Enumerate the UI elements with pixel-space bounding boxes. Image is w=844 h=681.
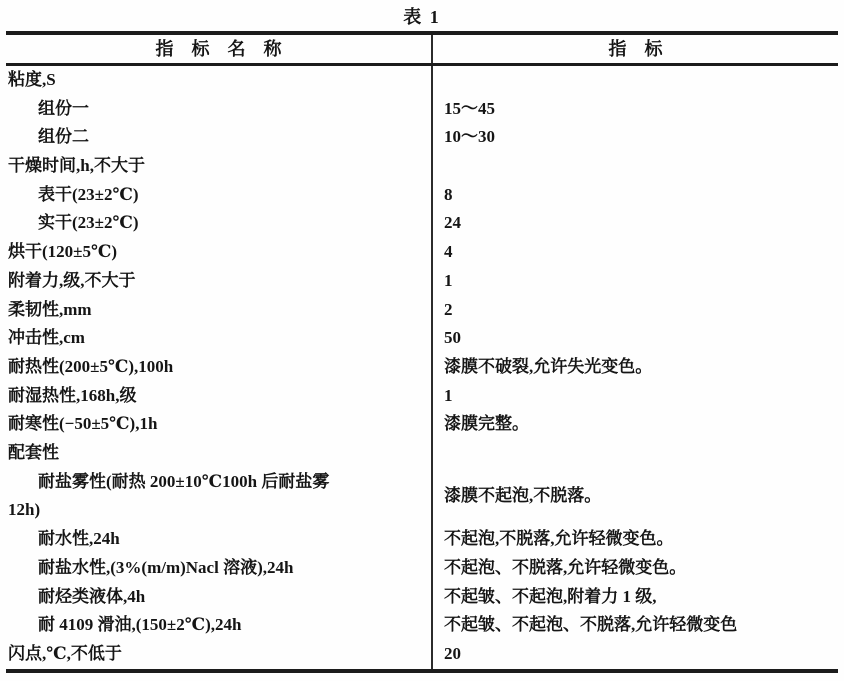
table-row <box>6 296 838 325</box>
header-indicator-name: 指 标 名 称 <box>155 39 282 59</box>
table-row <box>6 410 838 439</box>
indicator-value-cell: 2 <box>431 296 838 325</box>
indicator-name-cell <box>6 611 431 640</box>
indicator-value-cell: 4 <box>431 238 838 267</box>
indicator-name-text: 耐烃类液体,4h <box>38 586 146 606</box>
indicator-value-cell <box>431 66 838 95</box>
indicator-name-cell <box>6 468 431 525</box>
indicator-value-cell: 20 <box>431 640 838 669</box>
table-row <box>6 525 838 554</box>
table-row <box>6 181 838 210</box>
indicator-value-cell: 不起皱、不起泡、不脱落,允许轻微变色 <box>431 611 838 640</box>
indicator-name-text: 耐 4109 滑油,(150±2℃),24h <box>38 615 242 635</box>
indicator-name-cell <box>6 583 431 612</box>
table-title: 表 1 <box>403 7 441 27</box>
table-row <box>6 209 838 238</box>
indicator-name-text: 干燥时间,h,不大于 <box>8 156 145 176</box>
table-row <box>6 611 838 640</box>
indicator-name-text: 耐湿热性,168h,级 <box>8 385 137 405</box>
indicator-name-cell <box>6 267 431 296</box>
indicator-value-cell <box>431 152 838 181</box>
indicator-value-cell <box>431 439 838 468</box>
table-row <box>6 382 838 411</box>
indicator-name-text: 耐盐水性,(3%(m/m)Nacl 溶液),24h <box>38 557 294 577</box>
table-row <box>6 583 838 612</box>
indicator-value-cell: 不起泡、不脱落,允许轻微变色。 <box>431 554 838 583</box>
indicator-value-cell: 50 <box>431 324 838 353</box>
indicator-value-cell: 24 <box>431 209 838 238</box>
indicator-name-text: 实干(23±2℃) <box>38 213 139 233</box>
indicator-name-text: 耐热性(200±5℃),100h <box>8 357 174 376</box>
indicator-value-cell: 1 <box>431 267 838 296</box>
table-row <box>6 95 838 124</box>
indicator-value-cell: 不起泡,不脱落,允许轻微变色。 <box>431 525 838 554</box>
indicator-value-cell: 漆膜完整。 <box>431 410 838 439</box>
table-row <box>6 123 838 152</box>
indicator-value-cell: 漆膜不起泡,不脱落。 <box>431 468 838 525</box>
indicator-name-cell <box>6 95 431 124</box>
indicator-value-cell: 漆膜不破裂,允许失光变色。 <box>431 353 838 382</box>
indicator-name-text: 表干(23±2℃) <box>38 184 139 204</box>
header-indicator-value: 指 标 <box>431 35 838 63</box>
table-row <box>6 468 838 525</box>
indicator-name-text: 烘干(120±5℃) <box>8 242 118 262</box>
indicator-name-cell <box>6 238 431 267</box>
indicator-name-cell <box>6 152 431 181</box>
indicator-name-text: 组份一 <box>38 98 89 118</box>
indicator-name-cell <box>6 554 431 583</box>
table-row <box>6 238 838 267</box>
indicator-name-cell <box>6 410 431 439</box>
table-row <box>6 439 838 468</box>
indicator-name-text: 粘度,S <box>8 70 56 89</box>
indicator-name-text: 柔韧性,mm <box>8 299 92 319</box>
indicator-name-cell <box>6 123 431 152</box>
indicator-name-cell <box>6 525 431 554</box>
indicator-value-cell: 15～45 <box>431 95 838 124</box>
indicator-value-cell: 不起皱、不起泡,附着力 1 级, <box>431 583 838 612</box>
indicator-value-cell: 8 <box>431 181 838 210</box>
table-row <box>6 324 838 353</box>
table-row <box>6 66 838 95</box>
indicator-name-text: 耐寒性(−50±5℃),1h <box>8 414 158 434</box>
indicator-name-text: 闪点,℃,不低于 <box>8 643 122 663</box>
table-row <box>6 152 838 181</box>
spec-table <box>6 31 838 673</box>
indicator-name-cell <box>6 181 431 210</box>
table-row <box>6 554 838 583</box>
indicator-name-text: 12h) <box>8 500 41 520</box>
indicator-name-text: 耐盐雾性(耐热 200±10℃100h 后耐盐雾 <box>38 471 330 491</box>
table-header-row <box>6 35 838 66</box>
indicator-value-cell: 1 <box>431 382 838 411</box>
table-row <box>6 640 838 669</box>
indicator-name-text: 耐水性,24h <box>38 529 120 549</box>
indicator-name-cell <box>6 324 431 353</box>
indicator-name-cell <box>6 439 431 468</box>
table-row <box>6 353 838 382</box>
indicator-name-text: 冲击性,cm <box>8 328 85 348</box>
indicator-name-cell <box>6 296 431 325</box>
indicator-name-cell <box>6 353 431 382</box>
indicator-name-cell <box>6 66 431 95</box>
indicator-name-text: 配套性 <box>8 443 59 463</box>
table-row <box>6 267 838 296</box>
table-body <box>6 66 838 669</box>
indicator-value-cell: 10～30 <box>431 123 838 152</box>
indicator-name-cell <box>6 209 431 238</box>
indicator-name-cell <box>6 640 431 669</box>
indicator-name-cell <box>6 382 431 411</box>
indicator-name-text: 组份二 <box>38 127 89 147</box>
indicator-name-text: 附着力,级,不大于 <box>8 270 136 290</box>
